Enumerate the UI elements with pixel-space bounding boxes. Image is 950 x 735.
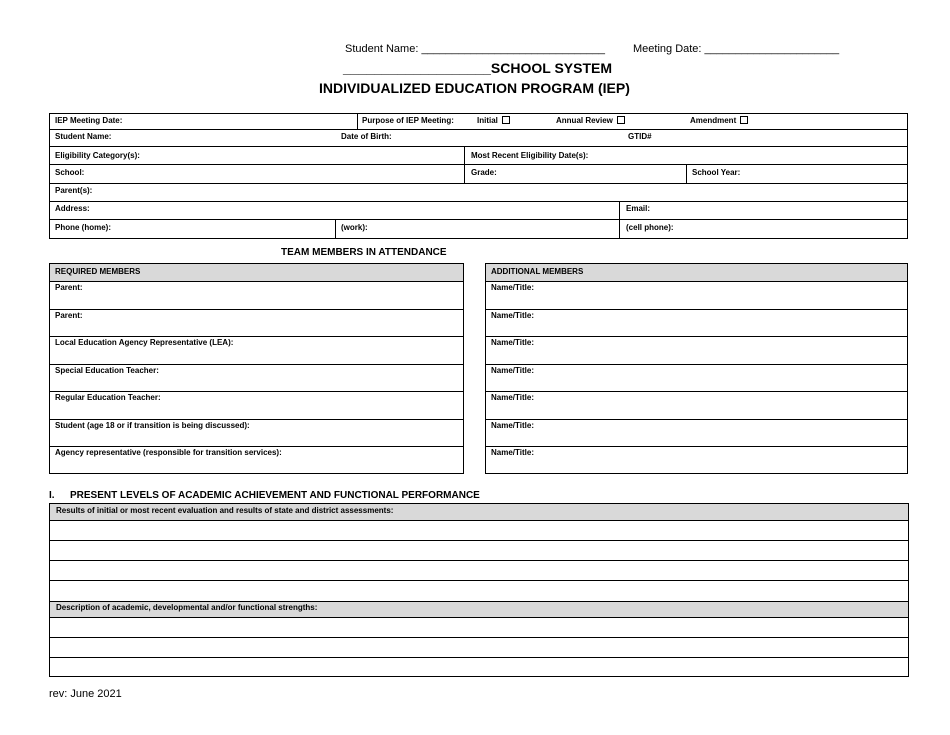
annual-review-label: Annual Review [556, 116, 613, 125]
school-year-label: School Year: [692, 168, 741, 177]
required-member: Student (age 18 or if transition is being discussed): [55, 421, 250, 430]
additional-members-header: ADDITIONAL MEMBERS [491, 267, 584, 276]
amendment-label: Amendment [690, 116, 737, 125]
amendment-checkbox[interactable] [740, 116, 748, 124]
eligibility-date-label: Most Recent Eligibility Date(s): [471, 151, 589, 160]
address-label: Address: [55, 204, 90, 213]
initial-label: Initial [477, 116, 498, 125]
annual-review-checkbox[interactable] [617, 116, 625, 124]
strengths-header: Description of academic, developmental and/or functional strengths: [56, 603, 318, 612]
date-of-birth-label: Date of Birth: [341, 132, 392, 141]
student-name-header [345, 43, 605, 55]
additional-member: Name/Title: [491, 311, 534, 320]
student-name-label: Student Name: [345, 43, 419, 55]
purpose-label: Purpose of IEP Meeting: [362, 116, 454, 125]
grade-label: Grade: [471, 168, 497, 177]
phone-cell-label: (cell phone): [626, 223, 674, 232]
iep-meeting-date-label: IEP Meeting Date: [55, 116, 123, 125]
annual-review-option[interactable] [556, 116, 625, 125]
phone-home-label: Phone (home): [55, 223, 111, 232]
required-member: Agency representative (responsible for transition services): [55, 448, 282, 457]
parents-label: Parent(s): [55, 186, 93, 195]
present-levels-title: PRESENT LEVELS OF ACADEMIC ACHIEVEMENT AND FUNCTIONAL PERFORMANCE [70, 490, 480, 501]
amendment-option[interactable] [690, 116, 748, 125]
school-system-title: ___________________SCHOOL SYSTEM [343, 60, 613, 76]
additional-member: Name/Title: [491, 421, 534, 430]
required-member: Local Education Agency Representative (LEA): [55, 338, 234, 347]
additional-member: Name/Title: [491, 448, 534, 457]
additional-member: Name/Title: [491, 338, 534, 347]
meeting-date-label: Meeting Date: [633, 43, 702, 55]
student-name-blank[interactable]: ______________________________ [421, 43, 605, 55]
additional-member: Name/Title: [491, 283, 534, 292]
required-member: Parent: [55, 311, 83, 320]
team-members-title: TEAM MEMBERS IN ATTENDANCE [281, 247, 447, 258]
additional-member: Name/Title: [491, 393, 534, 402]
student-name-field-label: Student Name: [55, 132, 112, 141]
section-numeral: I. [49, 490, 55, 501]
initial-option[interactable] [477, 116, 510, 125]
initial-checkbox[interactable] [502, 116, 510, 124]
additional-member: Name/Title: [491, 366, 534, 375]
gtid-label: GTID# [628, 132, 652, 141]
required-member: Regular Education Teacher: [55, 393, 161, 402]
required-members-header: REQUIRED MEMBERS [55, 267, 141, 276]
meeting-date-blank[interactable]: ______________________ [704, 43, 840, 55]
required-member: Special Education Teacher: [55, 366, 159, 375]
page-title: INDIVIDUALIZED EDUCATION PROGRAM (IEP) [319, 80, 630, 96]
revision-date: rev: June 2021 [49, 688, 122, 700]
school-label: School: [55, 168, 85, 177]
results-header: Results of initial or most recent evaluation and results of state and district assessments: [56, 506, 394, 515]
meeting-date-header [633, 43, 839, 55]
eligibility-category-label: Eligibility Category(s): [55, 151, 140, 160]
email-label: Email: [626, 204, 651, 213]
present-levels-table [49, 503, 909, 677]
phone-work-label: (work): [341, 223, 368, 232]
required-member: Parent: [55, 283, 83, 292]
